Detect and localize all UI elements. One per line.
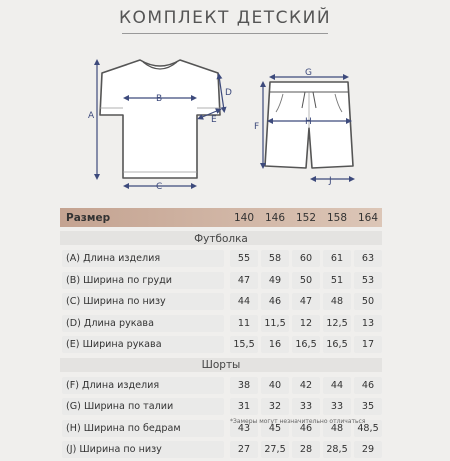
measurement-value: 27,5 <box>261 441 289 458</box>
size-column-header: 164 <box>357 211 379 224</box>
measurement-value: 35 <box>354 398 382 415</box>
table-row <box>60 248 382 270</box>
measurement-value: 48 <box>323 293 351 310</box>
table-header-row <box>60 208 382 229</box>
measurement-label: (A) Длина изделия <box>62 250 224 267</box>
measurement-value: 16 <box>261 336 289 353</box>
measurement-label: (D) Длина рукава <box>62 315 224 332</box>
label-j: J <box>329 176 332 186</box>
label-e: E <box>211 115 217 125</box>
measurement-value: 17 <box>354 336 382 353</box>
measurement-value: 51 <box>323 272 351 289</box>
measurement-value: 12,5 <box>323 315 351 332</box>
size-column-header: 158 <box>326 211 348 224</box>
measurement-value: 48 <box>323 420 351 437</box>
measurement-value: 11,5 <box>261 315 289 332</box>
measurement-value: 53 <box>354 272 382 289</box>
measurement-value: 44 <box>230 293 258 310</box>
label-c: C <box>156 182 163 192</box>
label-b: B <box>156 94 163 104</box>
section-header <box>60 356 382 375</box>
label-d: D <box>225 88 232 98</box>
section-title: Футболка <box>194 232 248 245</box>
measurement-value: 43 <box>230 420 258 437</box>
measurement-value: 27 <box>230 441 258 458</box>
size-column-header: 140 <box>233 211 255 224</box>
table-row <box>60 270 382 292</box>
label-f: F <box>254 122 260 132</box>
measurement-value: 46 <box>354 377 382 394</box>
measurement-value: 44 <box>323 377 351 394</box>
measurement-value: 46 <box>261 293 289 310</box>
measurement-value: 63 <box>354 250 382 267</box>
size-column-header: 146 <box>264 211 286 224</box>
measurement-value: 33 <box>292 398 320 415</box>
label-h: H <box>305 117 312 127</box>
measurement-value: 47 <box>292 293 320 310</box>
measurement-value: 33 <box>323 398 351 415</box>
measurement-value: 47 <box>230 272 258 289</box>
measurement-value: 11 <box>230 315 258 332</box>
measurement-value: 46 <box>292 420 320 437</box>
measurement-value: 42 <box>292 377 320 394</box>
page-title: КОМПЛЕКТ ДЕТСКИЙ <box>118 8 332 28</box>
measurement-value: 15,5 <box>230 336 258 353</box>
measurement-label: (B) Ширина по груди <box>62 272 224 289</box>
measurement-value: 58 <box>261 250 289 267</box>
measurement-label: (H) Ширина по бедрам <box>62 420 224 437</box>
table-body <box>60 229 382 461</box>
label-g: G <box>305 68 312 78</box>
measurement-value: 28,5 <box>323 441 351 458</box>
tshirt-diagram <box>100 60 220 178</box>
size-column-header: 152 <box>295 211 317 224</box>
measurement-value: 50 <box>292 272 320 289</box>
measurement-label: (E) Ширина рукава <box>62 336 224 353</box>
measurement-value: 55 <box>230 250 258 267</box>
table-row <box>60 334 382 356</box>
measurement-value: 28 <box>292 441 320 458</box>
measurement-value: 60 <box>292 250 320 267</box>
measurement-value: 45 <box>261 420 289 437</box>
measurement-value: 16,5 <box>323 336 351 353</box>
measurement-label: (J) Ширина по низу <box>62 441 224 458</box>
table-row <box>60 375 382 397</box>
measurement-value: 38 <box>230 377 258 394</box>
measurement-label: (C) Ширина по низу <box>62 293 224 310</box>
measurement-value: 16,5 <box>292 336 320 353</box>
table-row <box>60 291 382 313</box>
section-title: Шорты <box>201 359 241 371</box>
size-header-label: Размер <box>66 211 111 224</box>
label-a: A <box>88 111 95 121</box>
measurement-value: 61 <box>323 250 351 267</box>
measurement-note: *Замеры могут незначительно отличаться <box>230 418 366 425</box>
section-header <box>60 229 382 248</box>
table-row <box>60 313 382 335</box>
measurement-value: 29 <box>354 441 382 458</box>
measurement-value: 12 <box>292 315 320 332</box>
measurement-value: 50 <box>354 293 382 310</box>
measurement-label: (G) Ширина по талии <box>62 398 224 415</box>
measurement-label: (F) Длина изделия <box>62 377 224 394</box>
measurement-value: 32 <box>261 398 289 415</box>
garment-diagrams <box>0 0 450 200</box>
measurement-value: 31 <box>230 398 258 415</box>
measurement-value: 48,5 <box>354 420 382 437</box>
measurement-value: 13 <box>354 315 382 332</box>
measurement-value: 40 <box>261 377 289 394</box>
table-row <box>60 396 382 418</box>
measurement-value: 49 <box>261 272 289 289</box>
